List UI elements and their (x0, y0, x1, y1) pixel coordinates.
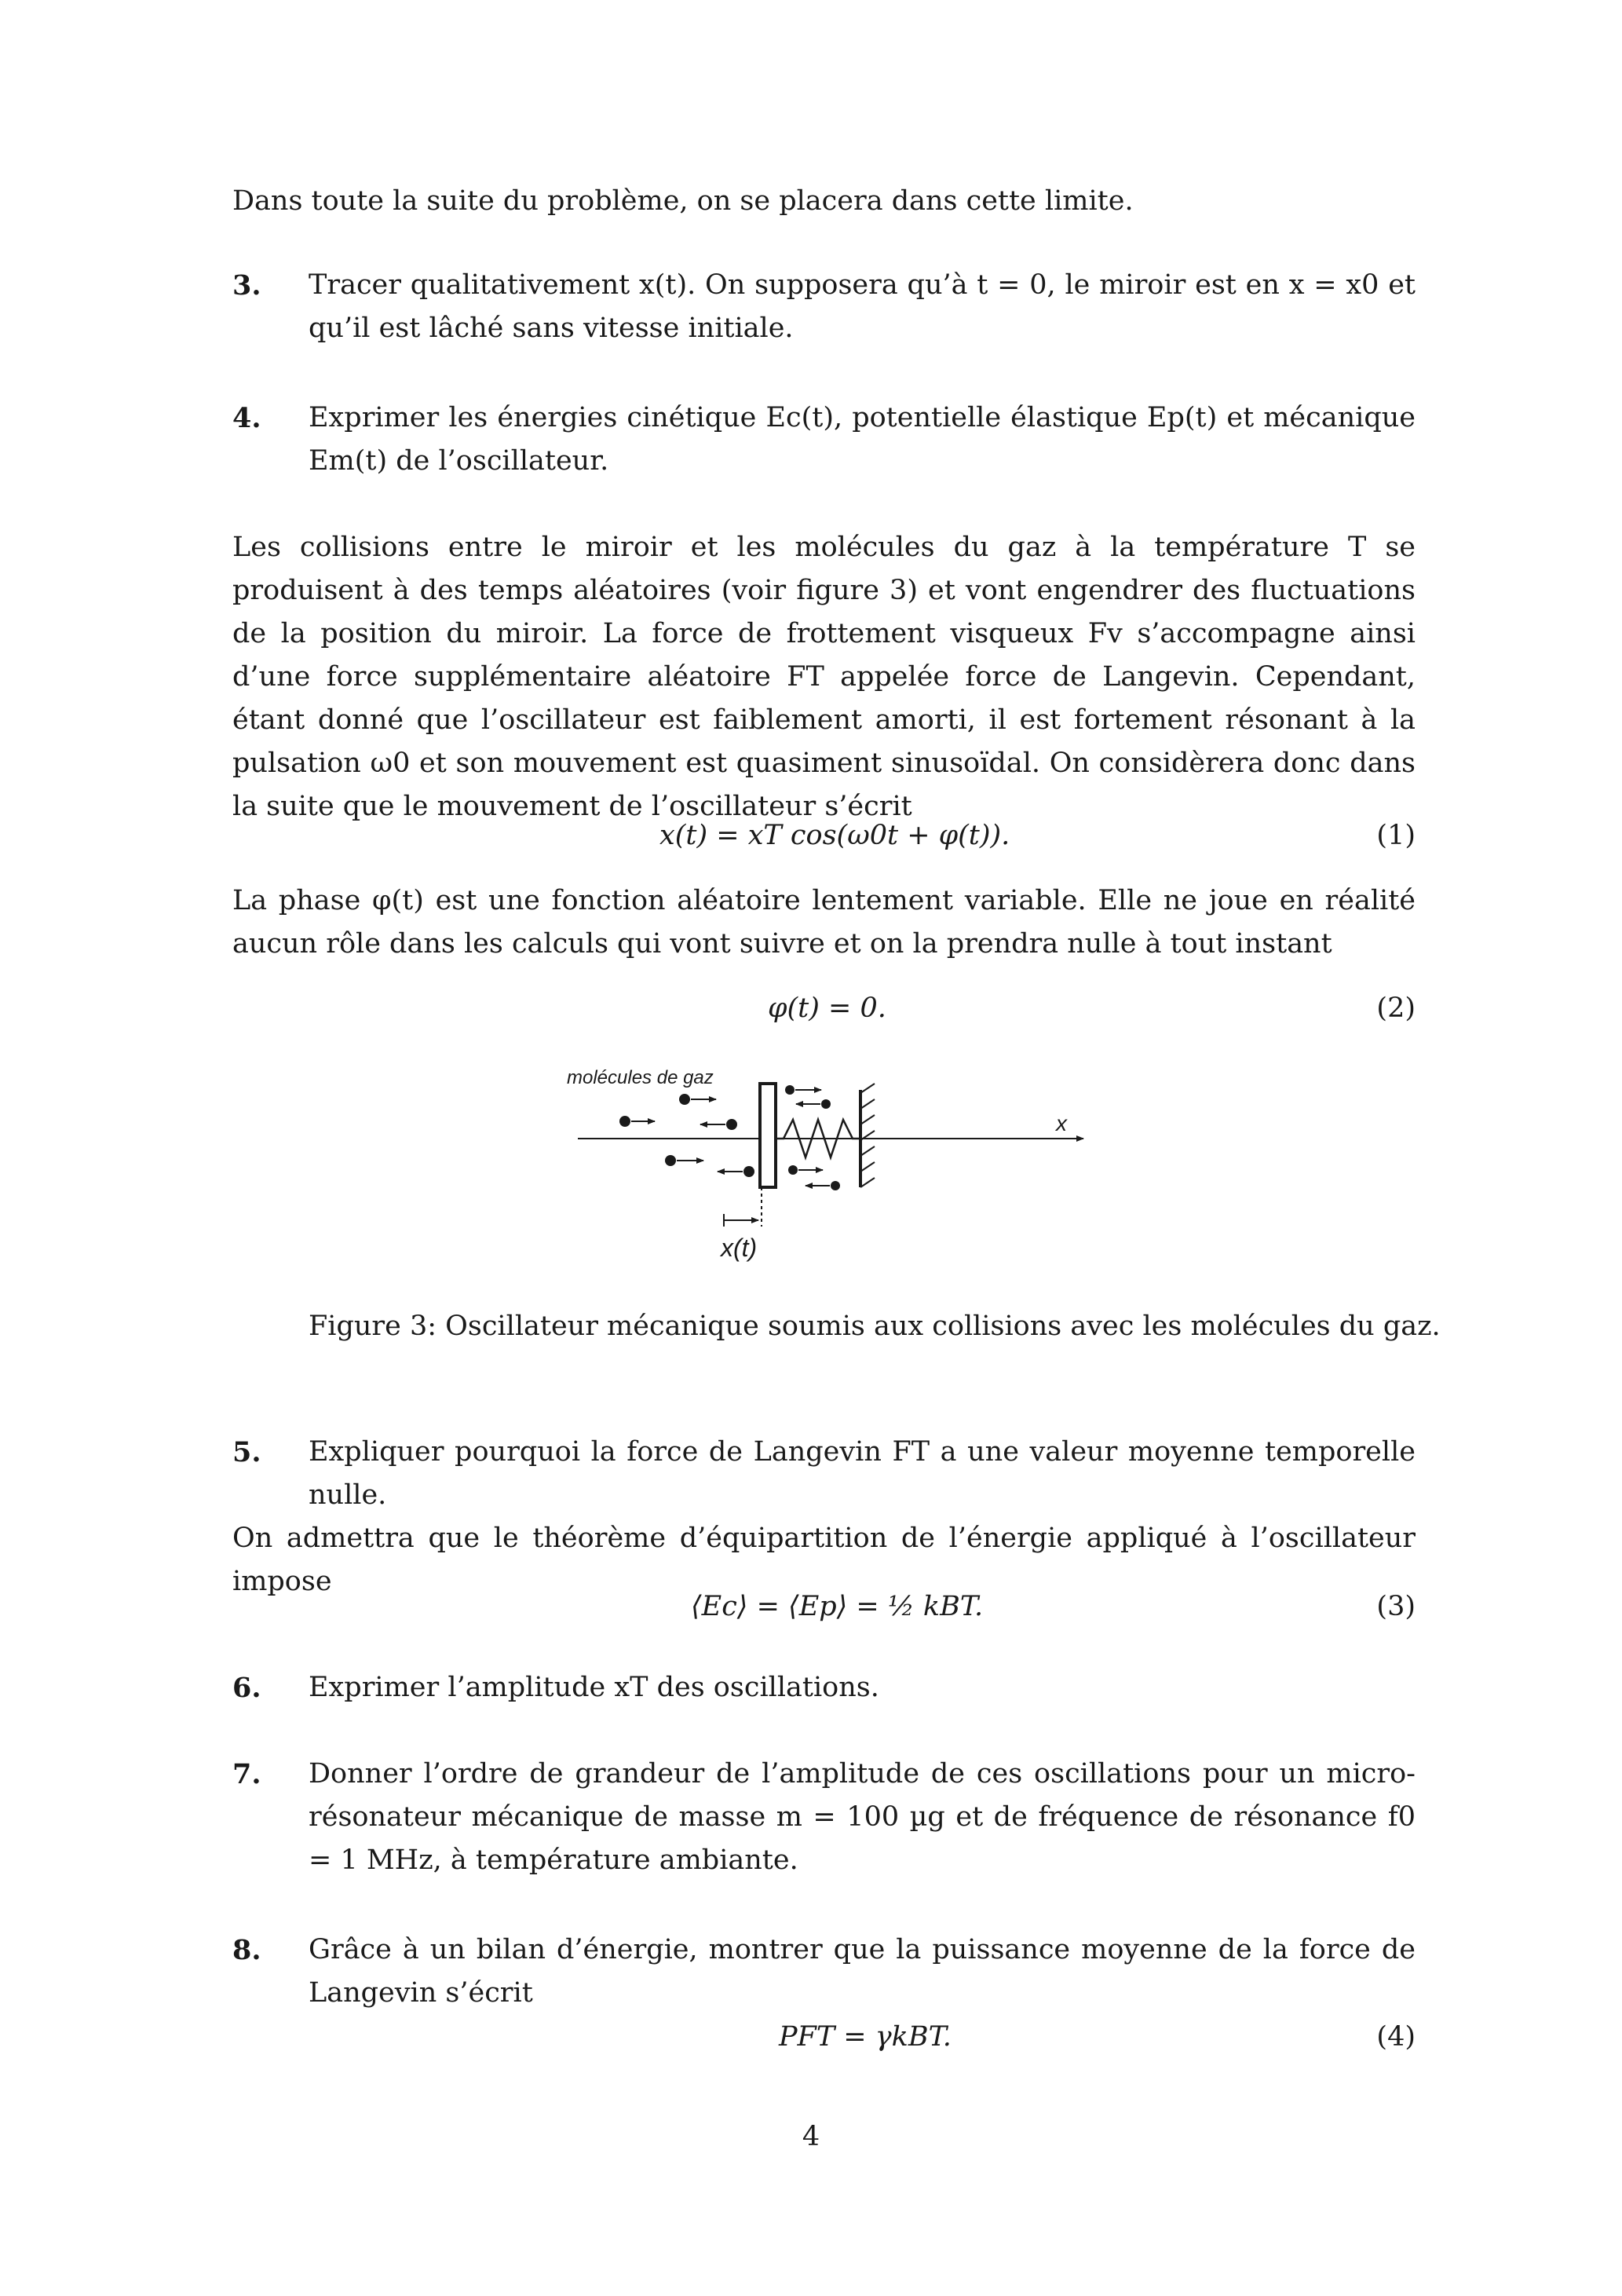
question-5-number: 5. (232, 1436, 261, 1468)
paragraph-phase: La phase φ(t) est une fonction aléatoire lentement variable. Elle ne joue en réalité aucun rôle dans les calculs qui vont suivre et on la prendra nulle à tout instant (232, 885, 1416, 960)
intro-text: Dans toute la suite du problème, on se placera dans cette limite. (232, 185, 1134, 217)
figure-3-caption: Figure 3: Oscillateur mécanique soumis aux collisions avec les molécules du gaz. (309, 1311, 1441, 1342)
question-6-number: 6. (232, 1672, 261, 1704)
equation-4: PFT = γkBT. (779, 2021, 952, 2053)
molecule (665, 1155, 703, 1166)
molecule (619, 1116, 655, 1127)
figure-3-diagram (550, 1052, 1115, 1272)
equation-2-number: (2) (1376, 993, 1416, 1024)
question-7-text: Donner l’ordre de grandeur de l’amplitude de ces oscillations pour un micro-résonateur mécanique de masse m = 100 µg et de fréquence de résonance f0 = 1 MHz, à température ambiante. (309, 1758, 1416, 1876)
equation-3-number: (3) (1376, 1591, 1416, 1622)
figure-label-molecules: molécules de gaz (567, 1067, 714, 1088)
equation-1: x(t) = xT cos(ω0t + φ(t)). (659, 820, 1010, 851)
paragraph-collisions: Les collisions entre le miroir et les molécules du gaz à la température T se produisent à des temps aléatoires (voir figure 3) et vont engendrer des fluctuations de la position du miroir. La force de frottement visqueux Fv s’accompagne ainsi d’une force supplémentaire aléatoire FT appelée force de Langevin. Cependant, étant donné que l’oscillateur est faiblement amorti, il est fortement résonant à la pulsation ω0 et son mouvement est quasiment sinusoïdal. On considèrera donc dans la suite que le mouvement de l’oscillateur s’écrit (232, 532, 1416, 822)
equation-1-number: (1) (1376, 820, 1416, 851)
equation-2: φ(t) = 0. (768, 993, 886, 1024)
figure-label-position: x(t) (721, 1234, 758, 1262)
molecule (679, 1094, 716, 1105)
question-3-number: 3. (232, 269, 261, 302)
page-number: 4 (802, 2121, 820, 2152)
question-4-text: Exprimer les énergies cinétique Ec(t), potentielle élastique Ep(t) et mécanique Em(t) de l’oscillateur. (309, 402, 1416, 477)
paragraph-equipartition: On admettra que le théorème d’équipartition de l’énergie appliqué à l’oscillateur impose (232, 1523, 1416, 1597)
molecule (785, 1085, 821, 1095)
mirror (760, 1084, 776, 1187)
molecule (700, 1119, 737, 1130)
equation-4-number: (4) (1376, 2021, 1416, 2053)
question-7-number: 7. (232, 1758, 261, 1790)
wall-hatching (860, 1084, 875, 1187)
molecule (718, 1166, 754, 1177)
figure-label-x: x (1056, 1111, 1067, 1135)
question-3-text: Tracer qualitativement x(t). On supposera qu’à t = 0, le miroir est en x = x0 et qu’il est lâché sans vitesse initiale. (309, 269, 1416, 344)
molecule (806, 1181, 840, 1190)
question-8-text: Grâce à un bilan d’énergie, montrer que la puissance moyenne de la force de Langevin s’écrit (309, 1934, 1416, 2009)
question-8-number: 8. (232, 1934, 261, 1966)
question-4-number: 4. (232, 402, 261, 434)
molecule (788, 1165, 823, 1175)
question-5-text: Expliquer pourquoi la force de Langevin FT a une valeur moyenne temporelle nulle. (309, 1436, 1416, 1511)
equation-3: ⟨Ec⟩ = ⟨Ep⟩ = ½ kBT. (691, 1591, 984, 1622)
molecule (796, 1099, 831, 1109)
question-6-text: Exprimer l’amplitude xT des oscillations. (309, 1672, 879, 1703)
